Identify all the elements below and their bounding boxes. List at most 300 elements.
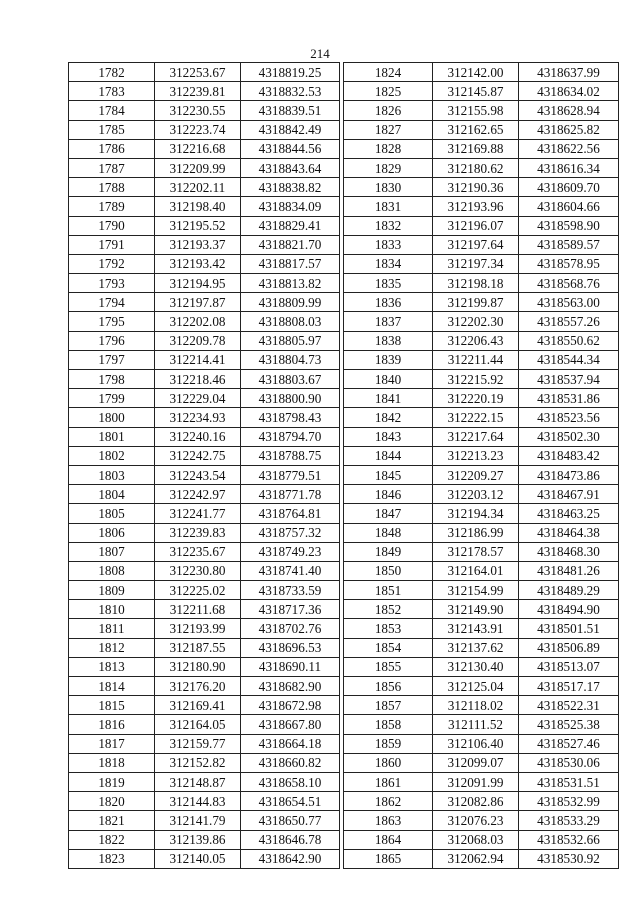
table-row xyxy=(69,101,340,120)
point-id-cell: 1845 xyxy=(344,465,433,484)
point-id-cell: 1840 xyxy=(344,370,433,389)
y-coordinate-cell: 4318533.29 xyxy=(519,811,619,830)
y-coordinate-cell: 4318843.64 xyxy=(241,158,340,177)
y-coordinate-cell: 4318702.76 xyxy=(241,619,340,638)
table-row xyxy=(69,753,340,772)
y-coordinate-cell: 4318696.53 xyxy=(241,638,340,657)
table-row xyxy=(69,523,340,542)
table-row xyxy=(69,254,340,273)
y-coordinate-cell: 4318809.99 xyxy=(241,293,340,312)
table-row xyxy=(69,178,340,197)
x-coordinate-cell: 312187.55 xyxy=(155,638,241,657)
table-row xyxy=(344,389,619,408)
y-coordinate-cell: 4318842.49 xyxy=(241,120,340,139)
x-coordinate-cell: 312215.92 xyxy=(433,370,519,389)
point-id-cell: 1861 xyxy=(344,772,433,791)
y-coordinate-cell: 4318473.86 xyxy=(519,465,619,484)
table-row xyxy=(344,485,619,504)
coordinate-table-left-body xyxy=(69,63,340,869)
y-coordinate-cell: 4318463.25 xyxy=(519,504,619,523)
x-coordinate-cell: 312106.40 xyxy=(433,734,519,753)
coordinate-table-left xyxy=(68,62,340,869)
x-coordinate-cell: 312196.07 xyxy=(433,216,519,235)
y-coordinate-cell: 4318757.32 xyxy=(241,523,340,542)
table-row xyxy=(344,772,619,791)
coordinate-table-right xyxy=(343,62,619,869)
point-id-cell: 1803 xyxy=(69,465,155,484)
x-coordinate-cell: 312180.90 xyxy=(155,657,241,676)
y-coordinate-cell: 4318604.66 xyxy=(519,197,619,216)
table-row xyxy=(344,465,619,484)
point-id-cell: 1787 xyxy=(69,158,155,177)
point-id-cell: 1805 xyxy=(69,504,155,523)
point-id-cell: 1786 xyxy=(69,139,155,158)
point-id-cell: 1819 xyxy=(69,772,155,791)
y-coordinate-cell: 4318664.18 xyxy=(241,734,340,753)
point-id-cell: 1851 xyxy=(344,581,433,600)
point-id-cell: 1800 xyxy=(69,408,155,427)
point-id-cell: 1798 xyxy=(69,370,155,389)
x-coordinate-cell: 312091.99 xyxy=(433,772,519,791)
table-row xyxy=(344,753,619,772)
point-id-cell: 1804 xyxy=(69,485,155,504)
y-coordinate-cell: 4318578.95 xyxy=(519,254,619,273)
table-row xyxy=(344,101,619,120)
x-coordinate-cell: 312164.05 xyxy=(155,715,241,734)
table-row xyxy=(344,331,619,350)
point-id-cell: 1838 xyxy=(344,331,433,350)
y-coordinate-cell: 4318749.23 xyxy=(241,542,340,561)
x-coordinate-cell: 312155.98 xyxy=(433,101,519,120)
table-row xyxy=(344,370,619,389)
x-coordinate-cell: 312242.75 xyxy=(155,446,241,465)
x-coordinate-cell: 312230.55 xyxy=(155,101,241,120)
y-coordinate-cell: 4318741.40 xyxy=(241,561,340,580)
point-id-cell: 1836 xyxy=(344,293,433,312)
x-coordinate-cell: 312140.05 xyxy=(155,849,241,868)
y-coordinate-cell: 4318568.76 xyxy=(519,274,619,293)
table-row xyxy=(69,677,340,696)
y-coordinate-cell: 4318817.57 xyxy=(241,254,340,273)
table-row xyxy=(69,350,340,369)
y-coordinate-cell: 4318506.89 xyxy=(519,638,619,657)
point-id-cell: 1797 xyxy=(69,350,155,369)
x-coordinate-cell: 312222.15 xyxy=(433,408,519,427)
table-row xyxy=(344,638,619,657)
table-row xyxy=(344,178,619,197)
point-id-cell: 1849 xyxy=(344,542,433,561)
point-id-cell: 1820 xyxy=(69,792,155,811)
table-row xyxy=(69,158,340,177)
table-row xyxy=(69,542,340,561)
table-row xyxy=(69,274,340,293)
point-id-cell: 1856 xyxy=(344,677,433,696)
point-id-cell: 1841 xyxy=(344,389,433,408)
table-row xyxy=(344,427,619,446)
point-id-cell: 1827 xyxy=(344,120,433,139)
point-id-cell: 1858 xyxy=(344,715,433,734)
table-row xyxy=(344,792,619,811)
x-coordinate-cell: 312141.79 xyxy=(155,811,241,830)
point-id-cell: 1842 xyxy=(344,408,433,427)
x-coordinate-cell: 312144.83 xyxy=(155,792,241,811)
table-row xyxy=(69,293,340,312)
y-coordinate-cell: 4318839.51 xyxy=(241,101,340,120)
y-coordinate-cell: 4318527.46 xyxy=(519,734,619,753)
point-id-cell: 1860 xyxy=(344,753,433,772)
table-row xyxy=(69,715,340,734)
x-coordinate-cell: 312193.96 xyxy=(433,197,519,216)
x-coordinate-cell: 312169.41 xyxy=(155,696,241,715)
table-row xyxy=(344,216,619,235)
table-row xyxy=(344,408,619,427)
y-coordinate-cell: 4318650.77 xyxy=(241,811,340,830)
y-coordinate-cell: 4318481.26 xyxy=(519,561,619,580)
x-coordinate-cell: 312154.99 xyxy=(433,581,519,600)
y-coordinate-cell: 4318690.11 xyxy=(241,657,340,676)
table-row xyxy=(69,619,340,638)
x-coordinate-cell: 312169.88 xyxy=(433,139,519,158)
y-coordinate-cell: 4318531.51 xyxy=(519,772,619,791)
x-coordinate-cell: 312209.78 xyxy=(155,331,241,350)
y-coordinate-cell: 4318468.30 xyxy=(519,542,619,561)
x-coordinate-cell: 312193.42 xyxy=(155,254,241,273)
table-row xyxy=(69,811,340,830)
point-id-cell: 1802 xyxy=(69,446,155,465)
table-row xyxy=(344,82,619,101)
point-id-cell: 1801 xyxy=(69,427,155,446)
x-coordinate-cell: 312145.87 xyxy=(433,82,519,101)
x-coordinate-cell: 312209.27 xyxy=(433,465,519,484)
point-id-cell: 1788 xyxy=(69,178,155,197)
table-row xyxy=(344,293,619,312)
y-coordinate-cell: 4318522.31 xyxy=(519,696,619,715)
x-coordinate-cell: 312234.93 xyxy=(155,408,241,427)
y-coordinate-cell: 4318598.90 xyxy=(519,216,619,235)
point-id-cell: 1832 xyxy=(344,216,433,235)
y-coordinate-cell: 4318779.51 xyxy=(241,465,340,484)
x-coordinate-cell: 312197.87 xyxy=(155,293,241,312)
table-row xyxy=(69,485,340,504)
x-coordinate-cell: 312193.99 xyxy=(155,619,241,638)
table-row xyxy=(344,274,619,293)
x-coordinate-cell: 312220.19 xyxy=(433,389,519,408)
point-id-cell: 1833 xyxy=(344,235,433,254)
y-coordinate-cell: 4318672.98 xyxy=(241,696,340,715)
y-coordinate-cell: 4318821.70 xyxy=(241,235,340,254)
x-coordinate-cell: 312068.03 xyxy=(433,830,519,849)
point-id-cell: 1791 xyxy=(69,235,155,254)
point-id-cell: 1792 xyxy=(69,254,155,273)
point-id-cell: 1817 xyxy=(69,734,155,753)
table-row xyxy=(344,504,619,523)
y-coordinate-cell: 4318530.92 xyxy=(519,849,619,868)
x-coordinate-cell: 312142.00 xyxy=(433,63,519,82)
x-coordinate-cell: 312197.64 xyxy=(433,235,519,254)
point-id-cell: 1782 xyxy=(69,63,155,82)
y-coordinate-cell: 4318622.56 xyxy=(519,139,619,158)
y-coordinate-cell: 4318654.51 xyxy=(241,792,340,811)
x-coordinate-cell: 312253.67 xyxy=(155,63,241,82)
x-coordinate-cell: 312099.07 xyxy=(433,753,519,772)
x-coordinate-cell: 312218.46 xyxy=(155,370,241,389)
y-coordinate-cell: 4318832.53 xyxy=(241,82,340,101)
point-id-cell: 1857 xyxy=(344,696,433,715)
point-id-cell: 1823 xyxy=(69,849,155,868)
point-id-cell: 1794 xyxy=(69,293,155,312)
y-coordinate-cell: 4318813.82 xyxy=(241,274,340,293)
point-id-cell: 1824 xyxy=(344,63,433,82)
x-coordinate-cell: 312076.23 xyxy=(433,811,519,830)
x-coordinate-cell: 312193.37 xyxy=(155,235,241,254)
y-coordinate-cell: 4318489.29 xyxy=(519,581,619,600)
y-coordinate-cell: 4318682.90 xyxy=(241,677,340,696)
table-row xyxy=(69,216,340,235)
x-coordinate-cell: 312242.97 xyxy=(155,485,241,504)
point-id-cell: 1785 xyxy=(69,120,155,139)
x-coordinate-cell: 312229.04 xyxy=(155,389,241,408)
point-id-cell: 1829 xyxy=(344,158,433,177)
y-coordinate-cell: 4318557.26 xyxy=(519,312,619,331)
table-row xyxy=(69,446,340,465)
table-row xyxy=(344,235,619,254)
x-coordinate-cell: 312199.87 xyxy=(433,293,519,312)
point-id-cell: 1793 xyxy=(69,274,155,293)
x-coordinate-cell: 312176.20 xyxy=(155,677,241,696)
point-id-cell: 1847 xyxy=(344,504,433,523)
x-coordinate-cell: 312214.41 xyxy=(155,350,241,369)
point-id-cell: 1809 xyxy=(69,581,155,600)
x-coordinate-cell: 312148.87 xyxy=(155,772,241,791)
point-id-cell: 1807 xyxy=(69,542,155,561)
y-coordinate-cell: 4318788.75 xyxy=(241,446,340,465)
table-row xyxy=(344,830,619,849)
y-coordinate-cell: 4318525.38 xyxy=(519,715,619,734)
x-coordinate-cell: 312195.52 xyxy=(155,216,241,235)
point-id-cell: 1810 xyxy=(69,600,155,619)
x-coordinate-cell: 312198.40 xyxy=(155,197,241,216)
x-coordinate-cell: 312139.86 xyxy=(155,830,241,849)
y-coordinate-cell: 4318609.70 xyxy=(519,178,619,197)
x-coordinate-cell: 312082.86 xyxy=(433,792,519,811)
table-row xyxy=(344,581,619,600)
point-id-cell: 1795 xyxy=(69,312,155,331)
y-coordinate-cell: 4318537.94 xyxy=(519,370,619,389)
point-id-cell: 1796 xyxy=(69,331,155,350)
table-row xyxy=(344,715,619,734)
table-row xyxy=(69,734,340,753)
x-coordinate-cell: 312152.82 xyxy=(155,753,241,772)
table-row xyxy=(344,849,619,868)
point-id-cell: 1855 xyxy=(344,657,433,676)
point-id-cell: 1826 xyxy=(344,101,433,120)
table-row xyxy=(69,331,340,350)
x-coordinate-cell: 312130.40 xyxy=(433,657,519,676)
y-coordinate-cell: 4318589.57 xyxy=(519,235,619,254)
y-coordinate-cell: 4318717.36 xyxy=(241,600,340,619)
x-coordinate-cell: 312149.90 xyxy=(433,600,519,619)
x-coordinate-cell: 312062.94 xyxy=(433,849,519,868)
point-id-cell: 1806 xyxy=(69,523,155,542)
table-row xyxy=(69,792,340,811)
y-coordinate-cell: 4318501.51 xyxy=(519,619,619,638)
point-id-cell: 1830 xyxy=(344,178,433,197)
y-coordinate-cell: 4318771.78 xyxy=(241,485,340,504)
point-id-cell: 1839 xyxy=(344,350,433,369)
table-row xyxy=(69,830,340,849)
point-id-cell: 1846 xyxy=(344,485,433,504)
y-coordinate-cell: 4318764.81 xyxy=(241,504,340,523)
x-coordinate-cell: 312137.62 xyxy=(433,638,519,657)
table-row xyxy=(344,446,619,465)
y-coordinate-cell: 4318808.03 xyxy=(241,312,340,331)
table-row xyxy=(69,389,340,408)
table-row xyxy=(69,600,340,619)
x-coordinate-cell: 312198.18 xyxy=(433,274,519,293)
table-row xyxy=(69,139,340,158)
table-row xyxy=(69,504,340,523)
x-coordinate-cell: 312180.62 xyxy=(433,158,519,177)
y-coordinate-cell: 4318550.62 xyxy=(519,331,619,350)
point-id-cell: 1853 xyxy=(344,619,433,638)
y-coordinate-cell: 4318642.90 xyxy=(241,849,340,868)
point-id-cell: 1783 xyxy=(69,82,155,101)
point-id-cell: 1821 xyxy=(69,811,155,830)
table-row xyxy=(344,523,619,542)
table-row xyxy=(344,254,619,273)
x-coordinate-cell: 312111.52 xyxy=(433,715,519,734)
point-id-cell: 1835 xyxy=(344,274,433,293)
y-coordinate-cell: 4318667.80 xyxy=(241,715,340,734)
point-id-cell: 1848 xyxy=(344,523,433,542)
y-coordinate-cell: 4318798.43 xyxy=(241,408,340,427)
table-row xyxy=(69,772,340,791)
table-row xyxy=(69,638,340,657)
point-id-cell: 1789 xyxy=(69,197,155,216)
point-id-cell: 1818 xyxy=(69,753,155,772)
x-coordinate-cell: 312240.16 xyxy=(155,427,241,446)
y-coordinate-cell: 4318819.25 xyxy=(241,63,340,82)
point-id-cell: 1834 xyxy=(344,254,433,273)
point-id-cell: 1814 xyxy=(69,677,155,696)
y-coordinate-cell: 4318464.38 xyxy=(519,523,619,542)
table-row xyxy=(344,600,619,619)
point-id-cell: 1844 xyxy=(344,446,433,465)
table-row xyxy=(344,312,619,331)
table-row xyxy=(69,465,340,484)
table-row xyxy=(344,350,619,369)
y-coordinate-cell: 4318794.70 xyxy=(241,427,340,446)
table-row xyxy=(344,657,619,676)
y-coordinate-cell: 4318523.56 xyxy=(519,408,619,427)
table-row xyxy=(69,82,340,101)
x-coordinate-cell: 312143.91 xyxy=(433,619,519,638)
table-row xyxy=(344,561,619,580)
table-row xyxy=(344,158,619,177)
point-id-cell: 1831 xyxy=(344,197,433,216)
y-coordinate-cell: 4318483.42 xyxy=(519,446,619,465)
table-row xyxy=(69,197,340,216)
point-id-cell: 1808 xyxy=(69,561,155,580)
point-id-cell: 1822 xyxy=(69,830,155,849)
point-id-cell: 1850 xyxy=(344,561,433,580)
table-row xyxy=(344,63,619,82)
x-coordinate-cell: 312209.99 xyxy=(155,158,241,177)
point-id-cell: 1854 xyxy=(344,638,433,657)
point-id-cell: 1811 xyxy=(69,619,155,638)
y-coordinate-cell: 4318634.02 xyxy=(519,82,619,101)
x-coordinate-cell: 312197.34 xyxy=(433,254,519,273)
x-coordinate-cell: 312125.04 xyxy=(433,677,519,696)
x-coordinate-cell: 312202.08 xyxy=(155,312,241,331)
coordinate-table-right-body xyxy=(344,63,619,869)
y-coordinate-cell: 4318637.99 xyxy=(519,63,619,82)
table-row xyxy=(344,811,619,830)
table-row xyxy=(344,677,619,696)
x-coordinate-cell: 312202.11 xyxy=(155,178,241,197)
y-coordinate-cell: 4318563.00 xyxy=(519,293,619,312)
table-row xyxy=(69,427,340,446)
point-id-cell: 1852 xyxy=(344,600,433,619)
x-coordinate-cell: 312211.44 xyxy=(433,350,519,369)
table-row xyxy=(69,581,340,600)
table-row xyxy=(344,139,619,158)
y-coordinate-cell: 4318628.94 xyxy=(519,101,619,120)
y-coordinate-cell: 4318800.90 xyxy=(241,389,340,408)
point-id-cell: 1862 xyxy=(344,792,433,811)
point-id-cell: 1837 xyxy=(344,312,433,331)
x-coordinate-cell: 312239.81 xyxy=(155,82,241,101)
y-coordinate-cell: 4318531.86 xyxy=(519,389,619,408)
x-coordinate-cell: 312118.02 xyxy=(433,696,519,715)
x-coordinate-cell: 312194.34 xyxy=(433,504,519,523)
x-coordinate-cell: 312178.57 xyxy=(433,542,519,561)
y-coordinate-cell: 4318658.10 xyxy=(241,772,340,791)
point-id-cell: 1815 xyxy=(69,696,155,715)
table-row xyxy=(344,734,619,753)
y-coordinate-cell: 4318502.30 xyxy=(519,427,619,446)
y-coordinate-cell: 4318532.99 xyxy=(519,792,619,811)
x-coordinate-cell: 312203.12 xyxy=(433,485,519,504)
table-row xyxy=(69,657,340,676)
table-row xyxy=(69,312,340,331)
point-id-cell: 1799 xyxy=(69,389,155,408)
y-coordinate-cell: 4318530.06 xyxy=(519,753,619,772)
y-coordinate-cell: 4318532.66 xyxy=(519,830,619,849)
y-coordinate-cell: 4318646.78 xyxy=(241,830,340,849)
x-coordinate-cell: 312190.36 xyxy=(433,178,519,197)
x-coordinate-cell: 312162.65 xyxy=(433,120,519,139)
y-coordinate-cell: 4318517.17 xyxy=(519,677,619,696)
point-id-cell: 1816 xyxy=(69,715,155,734)
x-coordinate-cell: 312241.77 xyxy=(155,504,241,523)
x-coordinate-cell: 312223.74 xyxy=(155,120,241,139)
table-row xyxy=(69,696,340,715)
point-id-cell: 1784 xyxy=(69,101,155,120)
x-coordinate-cell: 312202.30 xyxy=(433,312,519,331)
y-coordinate-cell: 4318844.56 xyxy=(241,139,340,158)
x-coordinate-cell: 312230.80 xyxy=(155,561,241,580)
x-coordinate-cell: 312186.99 xyxy=(433,523,519,542)
table-row xyxy=(69,63,340,82)
point-id-cell: 1865 xyxy=(344,849,433,868)
table-row xyxy=(344,120,619,139)
table-row xyxy=(344,619,619,638)
point-id-cell: 1813 xyxy=(69,657,155,676)
y-coordinate-cell: 4318803.67 xyxy=(241,370,340,389)
x-coordinate-cell: 312213.23 xyxy=(433,446,519,465)
table-row xyxy=(69,408,340,427)
